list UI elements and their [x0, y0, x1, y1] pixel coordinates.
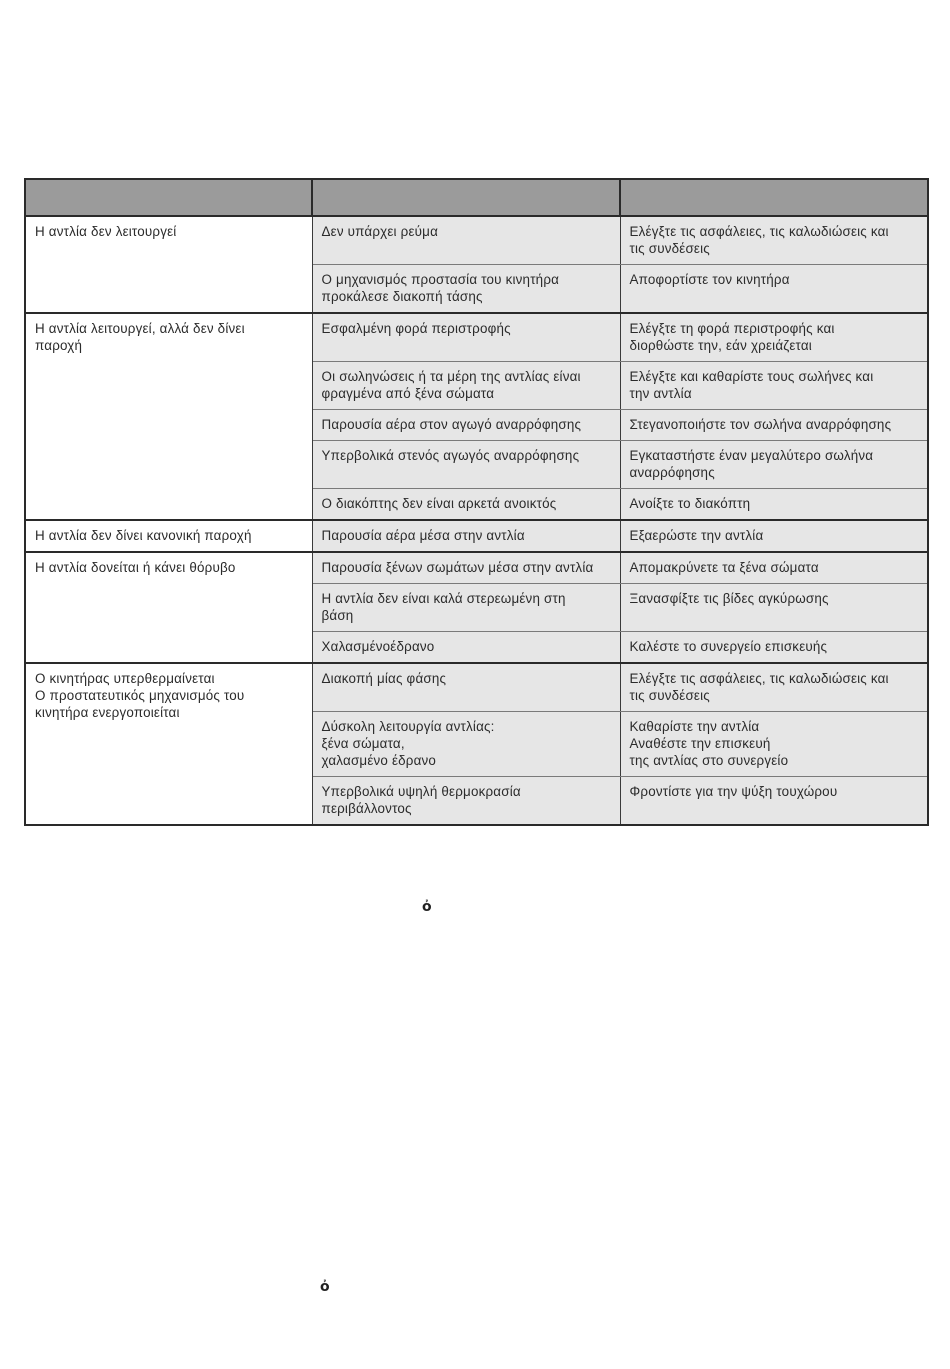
remedy-text: Ελέγξτε τις ασφάλειες, τις καλωδιώσεις και [629, 671, 889, 686]
cause-cell [312, 265, 620, 314]
remedy-text: Στεγανοποιήστε τον σωλήνα αναρρόφησης [629, 417, 892, 432]
cause-cell [312, 712, 620, 777]
remedy-cell [620, 777, 928, 826]
remedy-text: Ξανασφίξτε τις βίδες αγκύρωσης [629, 591, 829, 606]
problem-text: Η αντλία δεν δίνει κανονική παροχή [35, 528, 252, 543]
cause-text: Οι σωληνώσεις ή τα μέρη της αντλίας είναι [321, 369, 581, 384]
table-row [25, 520, 928, 552]
problem-cell [25, 552, 312, 663]
cause-cell [312, 362, 620, 410]
cause-text: χαλασμένο έδρανο [321, 753, 437, 768]
remedy-cell [620, 441, 928, 489]
remedy-cell [620, 584, 928, 632]
cause-text: Ο μηχανισμός προστασία του κινητήρα [321, 272, 560, 287]
cause-text: περιβάλλοντος [321, 801, 412, 816]
remedy-text: Ελέγξτε και καθαρίστε τους σωλήνες και [629, 369, 874, 384]
cause-cell [312, 216, 620, 265]
cause-text: Εσφαλμένη φορά περιστροφής [321, 321, 511, 336]
header-cause [312, 179, 620, 216]
cause-cell [312, 632, 620, 664]
problem-text: Ο κινητήρας υπερθερμαίνεται [35, 671, 215, 686]
problem-cell [25, 313, 312, 520]
problem-cell [25, 663, 312, 825]
cause-text: ξένα σώματα, [321, 736, 405, 751]
remedy-text: Ελέγξτε τη φορά περιστροφής και [629, 321, 835, 336]
table-body [25, 216, 928, 825]
remedy-text: τις συνδέσεις [629, 241, 710, 256]
footer-mark: ὀ [320, 1279, 330, 1295]
remedy-text: Αναθέστε την επισκευή [629, 736, 771, 751]
remedy-text: την αντλία [629, 386, 692, 401]
remedy-cell [620, 489, 928, 521]
remedy-text: Εξαερώστε την αντλία [629, 528, 764, 543]
problem-text: Η αντλία λειτουργεί, αλλά δεν δίνει [35, 321, 245, 336]
cause-text: Παρουσία αέρα στον αγωγό αναρρόφησης [321, 417, 582, 432]
problem-text: Ο προστατευτικός μηχανισμός του [35, 688, 245, 703]
cause-text: Η αντλία δεν είναι καλά στερεωμένη στη [321, 591, 566, 606]
cause-cell [312, 489, 620, 521]
remedy-cell [620, 552, 928, 584]
problem-cell [25, 520, 312, 552]
header-problem [25, 179, 312, 216]
problem-text: Η αντλία δονείται ή κάνει θόρυβο [35, 560, 236, 575]
header-remedy [620, 179, 928, 216]
cause-text: Χαλασμένοέδρανο [321, 639, 435, 654]
cause-text: Δεν υπάρχει ρεύμα [321, 224, 439, 239]
cause-cell [312, 410, 620, 441]
cause-cell [312, 777, 620, 826]
cause-cell [312, 663, 620, 712]
remedy-text: της αντλίας στο συνεργείο [629, 753, 789, 768]
remedy-cell [620, 265, 928, 314]
remedy-text: Καλέστε το συνεργείο επισκευής [629, 639, 828, 654]
remedy-text: Ανοίξτε το διακόπτη [629, 496, 751, 511]
problem-text: κινητήρα ενεργοποιείται [35, 705, 180, 720]
remedy-text: Φροντίστε για την ψύξη τουχώρου [629, 784, 838, 799]
cause-cell [312, 552, 620, 584]
remedy-text: Ελέγξτε τις ασφάλειες, τις καλωδιώσεις και [629, 224, 889, 239]
cause-text: Παρουσία αέρα μέσα στην αντλία [321, 528, 525, 543]
cause-cell [312, 584, 620, 632]
remedy-cell [620, 410, 928, 441]
remedy-cell [620, 313, 928, 362]
remedy-text: Εγκαταστήστε έναν μεγαλύτερο σωλήνα [629, 448, 874, 463]
problem-text: παροχή [35, 338, 83, 353]
cause-cell [312, 441, 620, 489]
cause-cell [312, 313, 620, 362]
remedy-cell [620, 362, 928, 410]
cause-text: Ο διακόπτης δεν είναι αρκετά ανοικτός [321, 496, 557, 511]
remedy-text: αναρρόφησης [629, 465, 715, 480]
cause-text: προκάλεσε διακοπή τάσης [321, 289, 483, 304]
cause-text: βάση [321, 608, 354, 623]
remedy-text: Καθαρίστε την αντλία [629, 719, 760, 734]
cause-text: Δύσκολη λειτουργία αντλίας: [321, 719, 495, 734]
remedy-cell [620, 663, 928, 712]
table-row [25, 552, 928, 584]
table-row [25, 216, 928, 265]
footnote-mark: ὀ [422, 899, 432, 915]
cause-text: Παρουσία ξένων σωμάτων μέσα στην αντλία [321, 560, 594, 575]
table-row [25, 663, 928, 712]
cause-text: Υπερβολικά στενός αγωγός αναρρόφησης [321, 448, 580, 463]
cause-cell [312, 520, 620, 552]
problem-cell [25, 216, 312, 313]
cause-text: Διακοπή μίας φάσης [321, 671, 447, 686]
remedy-text: Απομακρύνετε τα ξένα σώματα [629, 560, 819, 575]
cause-text: Υπερβολικά υψηλή θερμοκρασία [321, 784, 521, 799]
remedy-cell [620, 520, 928, 552]
table-header-row [25, 179, 928, 216]
problem-text: Η αντλία δεν λειτουργεί [35, 224, 177, 239]
remedy-text: τις συνδέσεις [629, 688, 710, 703]
remedy-cell [620, 216, 928, 265]
remedy-text: Αποφορτίστε τον κινητήρα [629, 272, 790, 287]
troubleshooting-table [24, 178, 929, 826]
cause-text: φραγμένα από ξένα σώματα [321, 386, 495, 401]
remedy-cell [620, 712, 928, 777]
remedy-text: διορθώστε την, εάν χρειάζεται [629, 338, 812, 353]
remedy-cell [620, 632, 928, 664]
table-row [25, 313, 928, 362]
